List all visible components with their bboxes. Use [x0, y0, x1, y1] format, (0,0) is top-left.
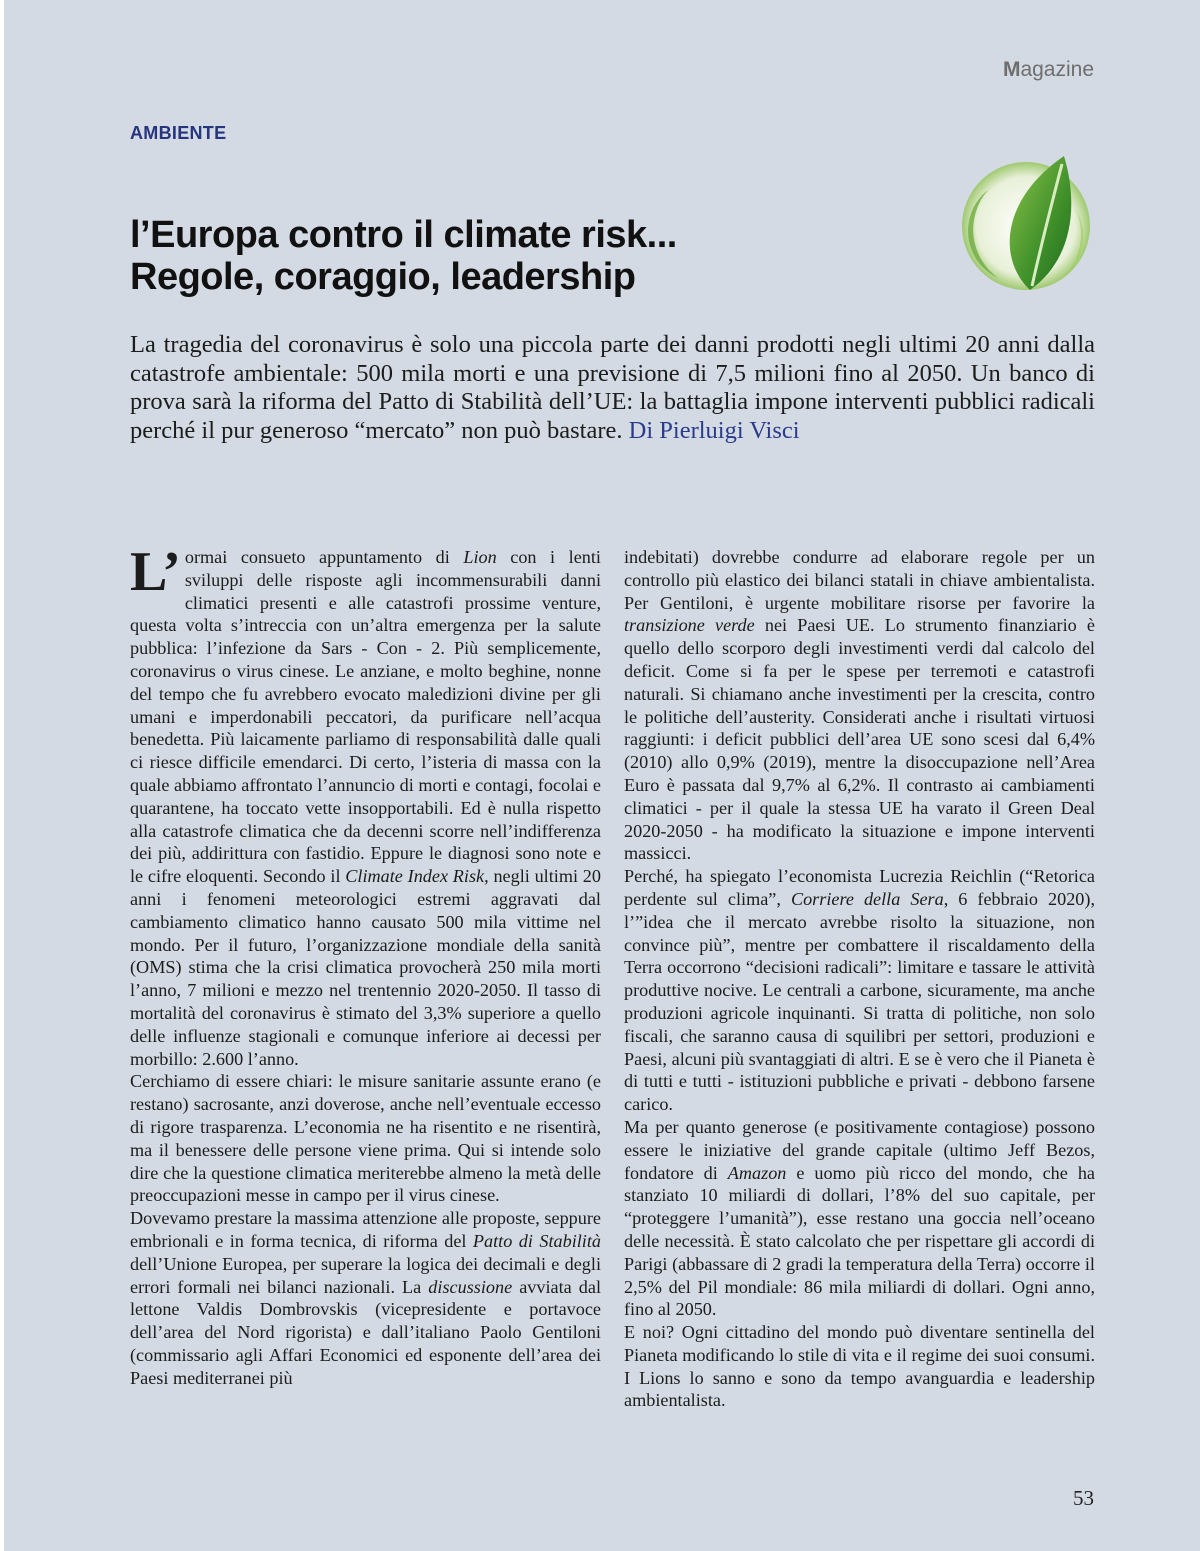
section-label: AMBIENTE [130, 123, 227, 143]
page-number: 53 [1073, 1486, 1094, 1510]
body-italic: Corriere della Sera [790, 888, 944, 909]
body-text: , 6 febbraio 2020), l’”idea che il mercato avrebbe risolto la situazione, non convince più”, mentre per combattere il riscaldamento della Terra occorrono “decisioni radicali”: limitare e tassare le attività produttive nocive. Le centrali a carbone, sicuramente, ma anche produzioni agricole inquinanti. Si tratta di politiche, non solo fiscali, che saranno causa di squilibri per settori, produzioni e Paesi, alcuni più svantaggiati di altri. E se è vero che il Pianeta è di tutti e tutti - istituzioni pubbliche e privati - debbono farsene carico. [624, 888, 1096, 1115]
body-paragraph [624, 1116, 1095, 1321]
body-italic: Climate Index Risk [345, 866, 485, 887]
body-text: Perché, ha spiegato l’economista Lucrezia Reichlin (“Retorica perdente sul clima”, [624, 866, 1095, 909]
title-line-1: l’Europa contro il climate risk... [130, 214, 677, 256]
body-text: avviata dal lettone Valdis Dombrovskis (vicepresidente e portavoce dell’area del Nord rigorista) e dall’italiano Paolo Gentiloni (commissario agli Affari Economici ed esponente dell’area dei Paesi mediterranei più [130, 1276, 601, 1388]
body-italic: Lion [463, 547, 497, 567]
article-author: Di Pierluigi Visci [628, 416, 800, 444]
body-text: nei Paesi UE. Lo strumento finanziario è quello dello scorporo degli investimenti verdi dal calcolo del deficit. Come si fa per le spese per terremoti e catastrofi naturali. Si chiamano anche investimenti per la crescita, contro le politiche dell’austerity. Considerati anche i risultati virtuosi raggiunti: i deficit pubblici dell’area UE sono scesi dal 6,4% (2010) allo 0,9% (2019), mentre la disoccupazione nell’Area Euro è passata dal 9,7% al 6,2%. Il contrasto ai cambiamenti climatici - per il quale la stessa UE ha varato il Green Deal 2020-2050 - ha modificato la situazione e impone interventi massicci. [624, 615, 1095, 864]
body-paragraph [624, 546, 1095, 865]
magazine-initial: M [1002, 58, 1021, 81]
body-text: Ma per quanto generose (e positivamente contagiose) possono essere le iniziative del grande capitale (ultimo Jeff Bezos, fondatore di [624, 1116, 1095, 1183]
body-column-left [130, 541, 601, 1389]
body-italic: discussione [428, 1276, 513, 1297]
body-paragraph: Cerchiamo di essere chiari: le misure sanitarie assunte erano (e restano) sacrosante, anzi doverose, anche nell’eventuale eccesso di rigore trasparenza. L’economia ne ha risentito e ne risentirà, ma il benessere delle persone viene prima. Qui si intende solo dire che la questione climatica meriterebbe almeno la metà delle preoccupazioni messe in campo per il virus cinese. [130, 1071, 601, 1206]
body-text: , negli ultimi 20 anni i fenomeni meteorologici estremi aggravati dal cambiamento climatico hanno causato 500 mila vittime nel mondo. Per il futuro, l’organizzazione mondiale della sanità (OMS) stima che la crisi climatica provocherà 250 mila morti l’anno, 7 milioni e mezzo nel trentennio 2020-2050. Il tasso di mortalità del coronavirus è stimato del 3,3% superiore a quello delle influenze stagionali e comunque inferiore ai decessi per morbillo: 2.600 l’anno. [130, 866, 601, 1069]
body-paragraph [130, 541, 601, 1070]
body-text: dell’Unione Europea, per superare la logica dei decimali e degli errori formali nei bilanci nazionali. La [130, 1253, 601, 1297]
body-text: ormai consueto appuntamento di [184, 547, 464, 567]
body-text: indebitati) dovrebbe condurre ad elaborare regole per un controllo più elastico dei bilanci statali in chiave ambientalista. Per Gentiloni, è urgente mobilitare risorse per favorire la [624, 547, 1095, 613]
body-paragraph [624, 865, 1095, 1116]
magazine-rest: agazine [1020, 58, 1094, 81]
body-text: e uomo più ricco del mondo, che ha stanziato 10 miliardi di dollari, l’8% del suo capitale, per “proteggere l’umanità”), esse restano una goccia nell’oceano delle necessità. È stato calcolato che per rispettare gli accordi di Parigi (abbassare di 2 gradi la temperatura della Terra) occorre il 2,5% del Pil mondiale: 86 mila miliardi di dollari. Ogni anno, fino al 2050. [624, 1162, 1095, 1320]
article-title [130, 214, 930, 298]
body-italic: Amazon [727, 1162, 787, 1183]
magazine-label [1003, 58, 1094, 82]
title-line-2: Regole, coraggio, leadership [130, 256, 636, 298]
body-text: Dovevamo prestare la massima attenzione alle proposte, seppure embrionali e in forma tecnica, di riforma del [130, 1208, 601, 1251]
article-lead [130, 331, 1095, 445]
body-text: con i lenti sviluppi delle risposte agli incommensurabili danni climatici presenti e alle catastrofi prossime venture, questa volta s’intreccia con un’altra emergenza per la salute pubblica: l’infezione da Sars - Con - 2. Più semplicemente, coronavirus o virus cinese. Le anziane, e molto beghine, nonne del tempo che fu avrebbero evocato maledizioni divine per gli umani e imperdonabili peccatori, da purificare nell’acqua benedetta. Più laicamente parliamo di responsabilità dalle quali ci riesce difficile emendarci. Di certo, l’isteria di massa con la quale abbiamo affrontato l’annuncio di morti e contagi, focolai e quarantene, ha toccato vette insopportabili. Ed è nulla rispetto alla catastrofe climatica che da decenni scorre nell’indifferenza dei più, addirittura con fastidio. Eppure le diagnosi sono note e le cifre eloquenti. Secondo il [130, 547, 601, 887]
body-paragraph: E noi? Ogni cittadino del mondo può diventare sentinella del Pianeta modificando lo stile di vita e il regime dei suoi consumi. I Lions lo sanno e sono da tempo avanguardia e leadership ambientalista. [624, 1322, 1095, 1411]
body-paragraph [130, 1207, 601, 1389]
page-edge [0, 0, 4, 1551]
body-italic: transizione verde [624, 615, 755, 636]
lead-text: La tragedia del coronavirus è solo una piccola parte dei danni prodotti negli ultimi 20 anni dalla catastrofe ambientale: 500 mila morti e una previsione di 7,5 milioni fino al 2050. Un banco di prova sarà la riforma del Patto di Stabilità dell’UE: la battaglia impone interventi pubblici radicali perché il pur generoso “mercato” non può bastare. [130, 331, 1095, 444]
leaf-icon [958, 150, 1098, 295]
drop-cap: L’ [130, 541, 181, 603]
body-column-right [624, 546, 1095, 1412]
body-italic: Patto di Stabilità [472, 1230, 601, 1251]
